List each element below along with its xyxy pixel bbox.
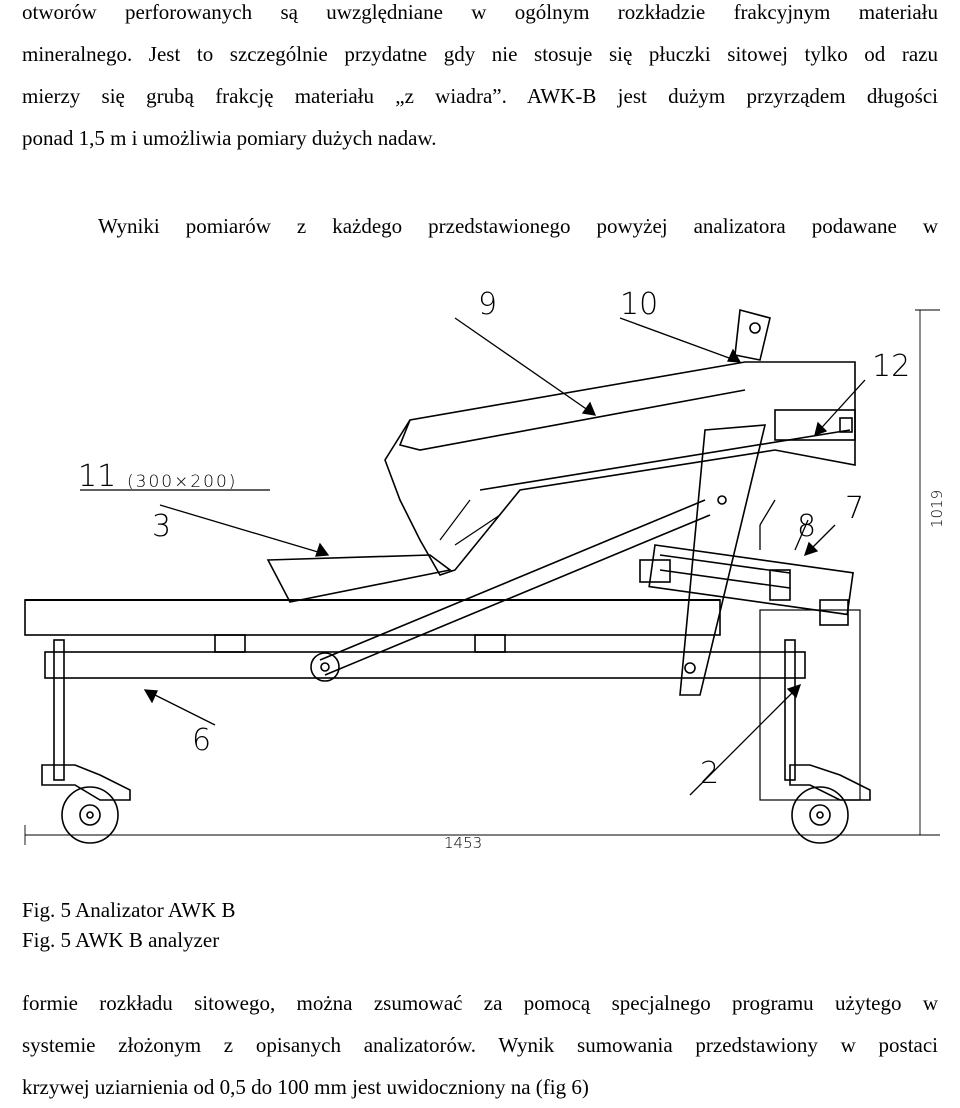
figure-caption-pl: Fig. 5 Analizator AWK B [22,898,236,922]
right-caster [790,765,870,800]
lower-rail [45,652,805,678]
right-leg [785,640,795,780]
text-line: systemie złożonym z opisanych analizatorów. Wynik sumowania przedstawiony w postaci [22,1033,938,1057]
text-line: mineralnego. Jest to szczególnie przydatne gdy nie stosuje się płuczki sitowej tylko od razu [22,42,938,66]
label-3: 3 [152,509,172,544]
top-bracket [735,310,770,360]
dimension-width: 1453 [444,834,483,852]
label-6: 6 [192,723,212,758]
paragraph-top [22,0,938,159]
support-block-left [215,635,245,652]
text-line: mierzy się grubą frakcję materiału „z wiadra”. AWK-B jest dużym przyrządem długości [22,84,938,108]
text-line: Wyniki pomiarów z każdego przedstawionego powyżej analizatora podawane w [98,214,938,238]
feed-tray [268,555,450,602]
text-line: formie rozkładu sitowego, można zsumować za pomocą specjalnego programu użytego w [22,991,938,1015]
label-8: 8 [797,509,817,544]
left-caster [42,765,130,800]
label-size: (300×200) [127,472,238,492]
main-frame [25,600,720,635]
label-7: 7 [845,491,865,526]
dimension-height: 1019 [928,489,946,528]
label-10: 10 [620,287,659,322]
text-line: krzywej uziarnienia od 0,5 do 100 mm jest uwidoczniony na (fig 6) [22,1075,589,1099]
left-leg [54,640,64,780]
text-line: otworów perforowanych są uwzględniane w ogólnym rozkładzie frakcyjnym materiału [22,0,938,24]
figure-caption-en: Fig. 5 AWK B analyzer [22,928,220,952]
label-2: 2 [700,756,720,791]
support-block-mid [475,635,505,652]
label-12: 12 [872,349,911,384]
hydraulic-cylinder [649,545,853,614]
label-9: 9 [478,287,498,322]
tipping-hopper [385,362,855,575]
label-11: 11 [78,459,117,494]
technical-drawing-awk-b [0,270,960,870]
paragraph-results [22,205,938,247]
paragraph-bottom [22,982,938,1108]
text-line: ponad 1,5 m i umożliwia pomiary dużych nadaw. [22,126,437,150]
